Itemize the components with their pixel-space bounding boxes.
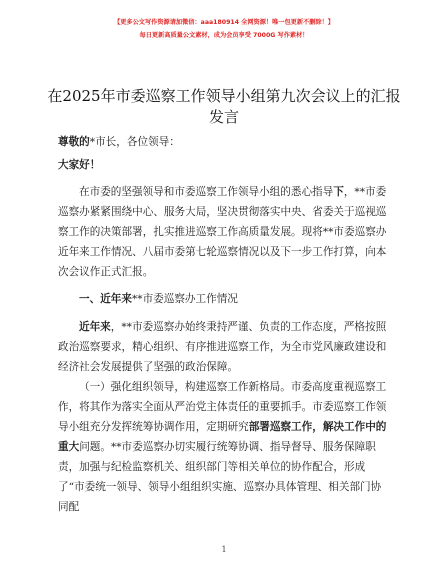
salutation — [58, 132, 390, 152]
paragraph-intro — [58, 182, 390, 282]
greeting-text: 大家好！ — [58, 159, 101, 171]
section1-bold: 一、近年来 — [79, 293, 132, 305]
para2-rest: ，**市委巡察办始终秉持严谨、负责的工作态度，严格按照政治巡察要求，精心组织、有序推进巡察工作，为全市党风廉政建设和经济社会发展提供了坚强的政治保障。 — [58, 321, 387, 373]
paragraph-recent-years — [58, 317, 390, 377]
document-title: 在2025年市委巡察工作领导小组第九次会议上的汇报发言 — [47, 87, 401, 126]
para3-text-a: （一）强化组织领导，构建巡察工作新格局。市委高度重视巡察工作，将其作为落实全面从严治党主体责任的重要抓手。市委巡察工作领导小组充分发挥统筹协调作用，定期研究 — [58, 381, 387, 433]
para3-text-c: 问题。**市委巡察办切实履行统筹协调、指导督导、服务保障职责，加强与纪检监察机关、组织部门等相关单位的协作配合，形成了“市委统一领导、领导小组组织实施、巡察办具体管理、相关部门协同配 — [58, 441, 382, 513]
promo-banner — [60, 16, 388, 42]
para1-text-a: 在市委的坚强领导和市委巡察工作领导小组的悉心指导 — [79, 186, 334, 198]
promo-banner-line-2: 每日更新高质量公文素材，成为会员享受 7000G 写作素材！ — [139, 32, 309, 39]
para3-text-bold: 部署巡察工作，解决工作中的重大 — [58, 421, 387, 453]
para1-text-bold: 下 — [333, 186, 344, 198]
para2-bold: 近年来 — [79, 321, 111, 333]
salutation-bold: 尊敬的 — [58, 136, 90, 148]
paragraph-organization — [58, 377, 390, 517]
para1-text-c: ，**市委巡察办紧紧围绕中心、服务大局，坚决贯彻落实中央、省委关于巡视巡察工作的决策部署，扎实推进巡察工作高质量发展。现将**市委巡察办近年来工作情况、八届市委第七轮巡察情况以及下一步工作打算，向本次会议作正式汇报。 — [58, 186, 387, 278]
page-number: 1 — [221, 545, 227, 554]
section1-rest: **市委巡察办工作情况 — [131, 293, 238, 305]
salutation-rest: *市长，各位领导： — [89, 136, 180, 148]
greeting — [58, 155, 390, 175]
promo-banner-line-1: 【更多公文写作资源请加微信：aaa180914 全网资源！唯一包更新不删除！】 — [114, 19, 334, 26]
section-heading-1 — [58, 289, 390, 309]
